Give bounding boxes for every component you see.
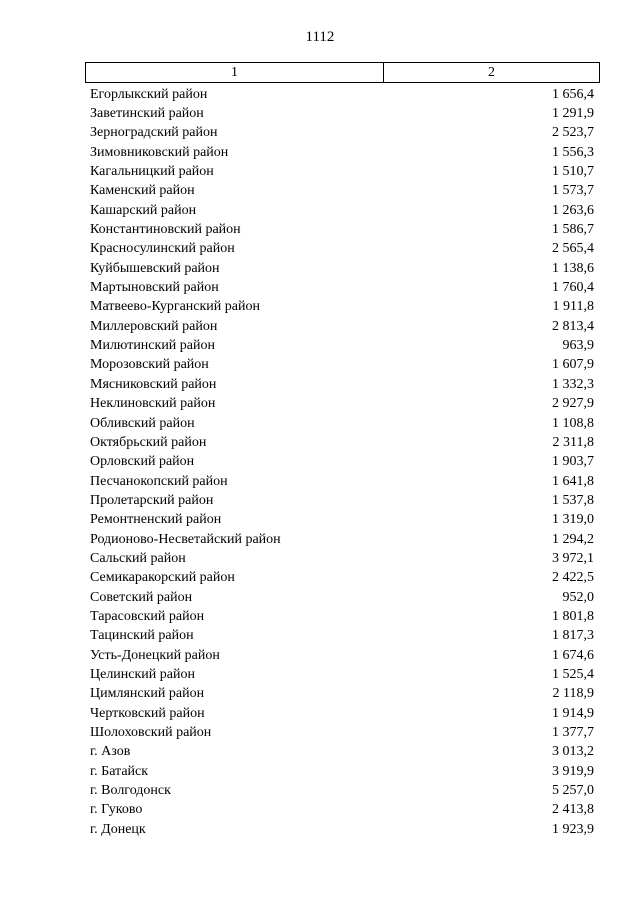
row-value: 1 911,8 xyxy=(552,299,594,315)
row-name: Тацинский район xyxy=(90,628,194,644)
row-name: Усть-Донецкий район xyxy=(90,647,220,663)
row-name: Морозовский район xyxy=(90,357,209,373)
row-value: 2 422,5 xyxy=(552,570,594,586)
row-value: 3 013,2 xyxy=(552,744,594,760)
table-row xyxy=(85,704,600,723)
table-row xyxy=(85,85,600,104)
row-value: 1 914,9 xyxy=(552,705,594,721)
row-name: Ремонтненский район xyxy=(90,512,222,528)
table-row xyxy=(85,259,600,278)
row-value: 1 537,8 xyxy=(552,492,594,508)
table-row xyxy=(85,220,600,239)
table-body xyxy=(85,85,600,839)
row-value: 1 291,9 xyxy=(552,106,594,122)
table-row xyxy=(85,414,600,433)
column-header-1: 1 xyxy=(86,63,384,82)
row-value: 5 257,0 xyxy=(552,783,594,799)
row-value: 1 573,7 xyxy=(552,183,594,199)
row-name: Родионово-Несветайский район xyxy=(90,531,281,547)
table-row xyxy=(85,124,600,143)
row-name: Орловский район xyxy=(90,454,195,470)
row-value: 1 760,4 xyxy=(552,280,594,296)
table-row xyxy=(85,665,600,684)
table-row xyxy=(85,820,600,839)
row-name: Тарасовский район xyxy=(90,608,205,624)
table-row xyxy=(85,356,600,375)
row-name: Октябрьский район xyxy=(90,434,207,450)
table-row xyxy=(85,646,600,665)
row-name: Песчанокопский район xyxy=(90,473,228,489)
table-row xyxy=(85,201,600,220)
row-value: 1 294,2 xyxy=(552,531,594,547)
row-name: г. Гуково xyxy=(90,802,143,818)
row-name: Зимовниковский район xyxy=(90,144,229,160)
row-name: Миллеровский район xyxy=(90,318,218,334)
row-value: 1 607,9 xyxy=(552,357,594,373)
table-row xyxy=(85,317,600,336)
row-value: 1 263,6 xyxy=(552,202,594,218)
row-value: 1 525,4 xyxy=(552,666,594,682)
row-value: 952,0 xyxy=(562,589,594,605)
row-name: Обливский район xyxy=(90,415,195,431)
row-value: 2 927,9 xyxy=(552,396,594,412)
row-value: 1 586,7 xyxy=(552,222,594,238)
table-row xyxy=(85,182,600,201)
row-value: 1 817,3 xyxy=(552,628,594,644)
row-value: 2 413,8 xyxy=(552,802,594,818)
row-name: Шолоховский район xyxy=(90,725,212,741)
table-row xyxy=(85,453,600,472)
row-name: г. Азов xyxy=(90,744,131,760)
row-value: 2 311,8 xyxy=(552,434,594,450)
table-row xyxy=(85,375,600,394)
table-row xyxy=(85,104,600,123)
row-name: Матвеево-Курганский район xyxy=(90,299,260,315)
table-row xyxy=(85,336,600,355)
row-name: Кагальницкий район xyxy=(90,164,214,180)
row-value: 1 923,9 xyxy=(552,821,594,837)
table-row xyxy=(85,491,600,510)
row-name: Целинский район xyxy=(90,666,195,682)
table-row xyxy=(85,569,600,588)
row-name: Семикаракорский район xyxy=(90,570,235,586)
row-name: Цимлянский район xyxy=(90,686,205,702)
row-value: 2 813,4 xyxy=(552,318,594,334)
table-row xyxy=(85,240,600,259)
row-name: Зерноградский район xyxy=(90,125,218,141)
table-row xyxy=(85,588,600,607)
row-value: 2 523,7 xyxy=(552,125,594,141)
row-name: Неклиновский район xyxy=(90,396,216,412)
row-name: Куйбышевский район xyxy=(90,260,220,276)
row-name: Милютинский район xyxy=(90,338,216,354)
table-row xyxy=(85,143,600,162)
row-name: Мартыновский район xyxy=(90,280,219,296)
row-value: 963,9 xyxy=(562,338,594,354)
row-value: 1 674,6 xyxy=(552,647,594,663)
row-name: Мясниковский район xyxy=(90,376,217,392)
row-name: Константиновский район xyxy=(90,222,241,238)
table-row xyxy=(85,472,600,491)
table-row xyxy=(85,530,600,549)
row-value: 2 118,9 xyxy=(552,686,594,702)
row-name: Пролетарский район xyxy=(90,492,214,508)
row-name: Егорлыкский район xyxy=(90,86,208,102)
table-row xyxy=(85,549,600,568)
table-row xyxy=(85,627,600,646)
data-table xyxy=(85,62,600,839)
row-value: 1 138,6 xyxy=(552,260,594,276)
row-value: 1 903,7 xyxy=(552,454,594,470)
table-row xyxy=(85,781,600,800)
table-row xyxy=(85,607,600,626)
page-number: 1112 xyxy=(305,29,335,45)
table-row xyxy=(85,743,600,762)
row-value: 3 972,1 xyxy=(552,550,594,566)
row-value: 2 565,4 xyxy=(552,241,594,257)
table-row xyxy=(85,433,600,452)
row-value: 1 377,7 xyxy=(552,725,594,741)
row-value: 3 919,9 xyxy=(552,763,594,779)
table-row xyxy=(85,801,600,820)
table-row xyxy=(85,278,600,297)
row-value: 1 801,8 xyxy=(552,608,594,624)
row-name: Кашарский район xyxy=(90,202,197,218)
row-value: 1 641,8 xyxy=(552,473,594,489)
row-value: 1 319,0 xyxy=(552,512,594,528)
row-value: 1 656,4 xyxy=(552,86,594,102)
row-name: г. Волгодонск xyxy=(90,783,171,799)
row-name: Каменский район xyxy=(90,183,195,199)
table-row xyxy=(85,162,600,181)
table-row xyxy=(85,685,600,704)
table-row xyxy=(85,298,600,317)
row-name: Заветинский район xyxy=(90,106,204,122)
table-row xyxy=(85,762,600,781)
row-name: Советский район xyxy=(90,589,193,605)
table-header-row xyxy=(85,62,600,83)
table-row xyxy=(85,395,600,414)
row-value: 1 510,7 xyxy=(552,164,594,180)
column-header-2: 2 xyxy=(488,65,495,80)
row-name: г. Донецк xyxy=(90,821,146,837)
row-name: Чертковский район xyxy=(90,705,205,721)
table-row xyxy=(85,723,600,742)
row-value: 1 556,3 xyxy=(552,144,594,160)
row-name: г. Батайск xyxy=(90,763,149,779)
row-value: 1 108,8 xyxy=(552,415,594,431)
table-row xyxy=(85,511,600,530)
row-name: Сальский район xyxy=(90,550,186,566)
row-value: 1 332,3 xyxy=(552,376,594,392)
row-name: Красносулинский район xyxy=(90,241,235,257)
